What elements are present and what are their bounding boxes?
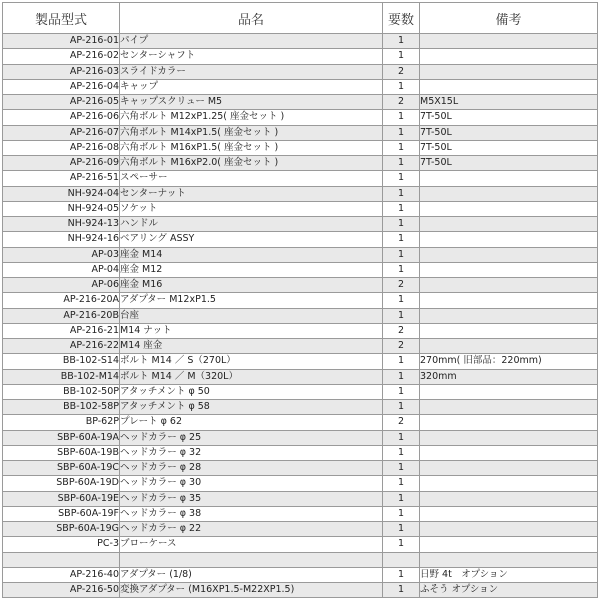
cell-model: SBP-60A-19G [3, 522, 120, 537]
table-row [3, 445, 598, 460]
cell-qty: 1 [383, 262, 420, 277]
cell-qty [383, 552, 420, 567]
parts-table-body [3, 34, 598, 598]
cell-name: アタッチメント φ 58 [120, 400, 383, 415]
header-row [3, 3, 598, 34]
table-row [3, 339, 598, 354]
cell-note: 日野 4t オプション [420, 567, 598, 582]
cell-qty: 1 [383, 522, 420, 537]
cell-model: NH-924-05 [3, 201, 120, 216]
cell-note: 270mm( 旧部品：220mm) [420, 354, 598, 369]
cell-note [420, 64, 598, 79]
cell-qty: 1 [383, 506, 420, 521]
cell-name: M14 ナット [120, 323, 383, 338]
cell-note [420, 430, 598, 445]
cell-note [420, 323, 598, 338]
cell-note [420, 461, 598, 476]
cell-qty: 1 [383, 186, 420, 201]
cell-qty: 1 [383, 293, 420, 308]
cell-model: AP-04 [3, 262, 120, 277]
cell-name: 座金 M16 [120, 278, 383, 293]
cell-model: AP-216-09 [3, 156, 120, 171]
cell-note [420, 308, 598, 323]
cell-qty: 2 [383, 339, 420, 354]
table-row [3, 64, 598, 79]
cell-note: M5X15L [420, 95, 598, 110]
cell-qty: 1 [383, 583, 420, 598]
cell-name: 六角ボルト M16xP2.0( 座金セット ) [120, 156, 383, 171]
table-row [3, 308, 598, 323]
table-row [3, 384, 598, 399]
table-row [3, 506, 598, 521]
cell-name: キャップスクリュー M5 [120, 95, 383, 110]
cell-model: PC-3 [3, 537, 120, 552]
cell-model: BB-102-S14 [3, 354, 120, 369]
cell-model: AP-216-05 [3, 95, 120, 110]
cell-qty: 1 [383, 369, 420, 384]
cell-qty: 1 [383, 461, 420, 476]
table-row [3, 232, 598, 247]
cell-model: AP-216-21 [3, 323, 120, 338]
cell-model: AP-216-20A [3, 293, 120, 308]
cell-name: パイプ [120, 34, 383, 49]
cell-model: NH-924-13 [3, 217, 120, 232]
cell-note [420, 201, 598, 216]
cell-name: プレート φ 62 [120, 415, 383, 430]
cell-model: BB-102-50P [3, 384, 120, 399]
cell-note: 320mm [420, 369, 598, 384]
cell-note [420, 384, 598, 399]
cell-qty: 1 [383, 567, 420, 582]
cell-name: 座金 M14 [120, 247, 383, 262]
table-row [3, 430, 598, 445]
cell-name: ハンドル [120, 217, 383, 232]
cell-model: AP-216-20B [3, 308, 120, 323]
table-row [3, 537, 598, 552]
cell-qty: 2 [383, 323, 420, 338]
cell-note [420, 476, 598, 491]
cell-model: AP-03 [3, 247, 120, 262]
cell-note [420, 445, 598, 460]
table-row [3, 49, 598, 64]
cell-qty: 1 [383, 445, 420, 460]
cell-name: ブローケース [120, 537, 383, 552]
cell-model: NH-924-04 [3, 186, 120, 201]
cell-note [420, 34, 598, 49]
cell-name: ヘッドカラー φ 25 [120, 430, 383, 445]
table-row [3, 262, 598, 277]
cell-model: AP-216-40 [3, 567, 120, 582]
cell-model: SBP-60A-19E [3, 491, 120, 506]
cell-qty: 1 [383, 49, 420, 64]
cell-model: AP-216-51 [3, 171, 120, 186]
cell-name: ヘッドカラー φ 32 [120, 445, 383, 460]
cell-qty: 2 [383, 278, 420, 293]
header-name: 品名 [120, 3, 383, 34]
cell-model: AP-216-06 [3, 110, 120, 125]
cell-name: ベアリング ASSY [120, 232, 383, 247]
cell-name: センターシャフト [120, 49, 383, 64]
header-model: 製品型式 [3, 3, 120, 34]
cell-name: センターナット [120, 186, 383, 201]
cell-note [420, 537, 598, 552]
table-row [3, 34, 598, 49]
header-qty: 要数 [383, 3, 420, 34]
cell-name: ボルト M14 ／ M（320L） [120, 369, 383, 384]
table-row [3, 369, 598, 384]
cell-name: ボルト M14 ／ S（270L） [120, 354, 383, 369]
cell-name: ソケット [120, 201, 383, 216]
cell-model: AP-216-22 [3, 339, 120, 354]
cell-model: AP-216-07 [3, 125, 120, 140]
cell-note [420, 79, 598, 94]
cell-qty: 1 [383, 476, 420, 491]
cell-model: SBP-60A-19F [3, 506, 120, 521]
cell-name: ヘッドカラー φ 30 [120, 476, 383, 491]
header-note: 備考 [420, 3, 598, 34]
cell-qty: 2 [383, 64, 420, 79]
table-row [3, 201, 598, 216]
table-row [3, 171, 598, 186]
table-row [3, 140, 598, 155]
cell-note: 7T-50L [420, 110, 598, 125]
cell-model: SBP-60A-19A [3, 430, 120, 445]
cell-name: 座金 M12 [120, 262, 383, 277]
cell-qty: 1 [383, 171, 420, 186]
cell-note [420, 506, 598, 521]
table-row [3, 217, 598, 232]
cell-model: AP-216-04 [3, 79, 120, 94]
cell-qty: 1 [383, 140, 420, 155]
cell-note [420, 278, 598, 293]
cell-note [420, 232, 598, 247]
cell-model: AP-216-02 [3, 49, 120, 64]
table-row [3, 293, 598, 308]
table-row [3, 125, 598, 140]
cell-note [420, 415, 598, 430]
cell-name: 六角ボルト M12xP1.25( 座金セット ) [120, 110, 383, 125]
cell-model: SBP-60A-19C [3, 461, 120, 476]
table-row [3, 583, 598, 598]
cell-note: 7T-50L [420, 125, 598, 140]
cell-name: スライドカラー [120, 64, 383, 79]
cell-qty: 1 [383, 430, 420, 445]
table-row [3, 110, 598, 125]
table-row [3, 415, 598, 430]
cell-qty: 1 [383, 491, 420, 506]
cell-note [420, 339, 598, 354]
cell-model: AP-216-01 [3, 34, 120, 49]
table-row [3, 278, 598, 293]
cell-note: 7T-50L [420, 140, 598, 155]
table-row [3, 552, 598, 567]
parts-table [2, 2, 598, 598]
table-row [3, 186, 598, 201]
cell-model: BP-62P [3, 415, 120, 430]
cell-model: BB-102-M14 [3, 369, 120, 384]
table-row [3, 522, 598, 537]
cell-name: キャップ [120, 79, 383, 94]
cell-note [420, 522, 598, 537]
table-row [3, 354, 598, 369]
cell-note: ふそう オプション [420, 583, 598, 598]
cell-note [420, 171, 598, 186]
table-row [3, 491, 598, 506]
cell-qty: 2 [383, 95, 420, 110]
cell-qty: 1 [383, 384, 420, 399]
cell-model: NH-924-16 [3, 232, 120, 247]
table-row [3, 476, 598, 491]
cell-note: 7T-50L [420, 156, 598, 171]
cell-model [3, 552, 120, 567]
cell-qty: 1 [383, 125, 420, 140]
table-row [3, 461, 598, 476]
cell-name: 台座 [120, 308, 383, 323]
cell-name: スペーサー [120, 171, 383, 186]
cell-model: BB-102-58P [3, 400, 120, 415]
cell-qty: 1 [383, 201, 420, 216]
table-row [3, 247, 598, 262]
cell-qty: 1 [383, 308, 420, 323]
cell-name: 六角ボルト M16xP1.5( 座金セット ) [120, 140, 383, 155]
cell-note [420, 262, 598, 277]
cell-name [120, 552, 383, 567]
cell-qty: 1 [383, 232, 420, 247]
cell-note [420, 49, 598, 64]
cell-note [420, 186, 598, 201]
table-row [3, 400, 598, 415]
cell-qty: 2 [383, 415, 420, 430]
cell-model: AP-216-50 [3, 583, 120, 598]
cell-name: アダプター M12xP1.5 [120, 293, 383, 308]
cell-model: AP-216-08 [3, 140, 120, 155]
cell-qty: 1 [383, 156, 420, 171]
cell-note [420, 217, 598, 232]
cell-qty: 1 [383, 400, 420, 415]
cell-note [420, 293, 598, 308]
cell-model: AP-06 [3, 278, 120, 293]
cell-qty: 1 [383, 34, 420, 49]
cell-note [420, 400, 598, 415]
table-row [3, 79, 598, 94]
cell-qty: 1 [383, 537, 420, 552]
cell-qty: 1 [383, 247, 420, 262]
cell-name: アタッチメント φ 50 [120, 384, 383, 399]
cell-model: AP-216-03 [3, 64, 120, 79]
cell-name: 六角ボルト M14xP1.5( 座金セット ) [120, 125, 383, 140]
table-row [3, 567, 598, 582]
cell-note [420, 247, 598, 262]
table-row [3, 156, 598, 171]
cell-name: ヘッドカラー φ 38 [120, 506, 383, 521]
cell-name: ヘッドカラー φ 28 [120, 461, 383, 476]
cell-model: SBP-60A-19D [3, 476, 120, 491]
cell-note [420, 491, 598, 506]
cell-qty: 1 [383, 354, 420, 369]
cell-qty: 1 [383, 79, 420, 94]
cell-qty: 1 [383, 110, 420, 125]
cell-note [420, 552, 598, 567]
cell-name: M14 座金 [120, 339, 383, 354]
cell-name: 変換アダプター (M16XP1.5-M22XP1.5) [120, 583, 383, 598]
cell-name: ヘッドカラー φ 22 [120, 522, 383, 537]
cell-qty: 1 [383, 217, 420, 232]
table-row [3, 95, 598, 110]
cell-name: アダプター (1/8) [120, 567, 383, 582]
cell-name: ヘッドカラー φ 35 [120, 491, 383, 506]
table-row [3, 323, 598, 338]
cell-model: SBP-60A-19B [3, 445, 120, 460]
